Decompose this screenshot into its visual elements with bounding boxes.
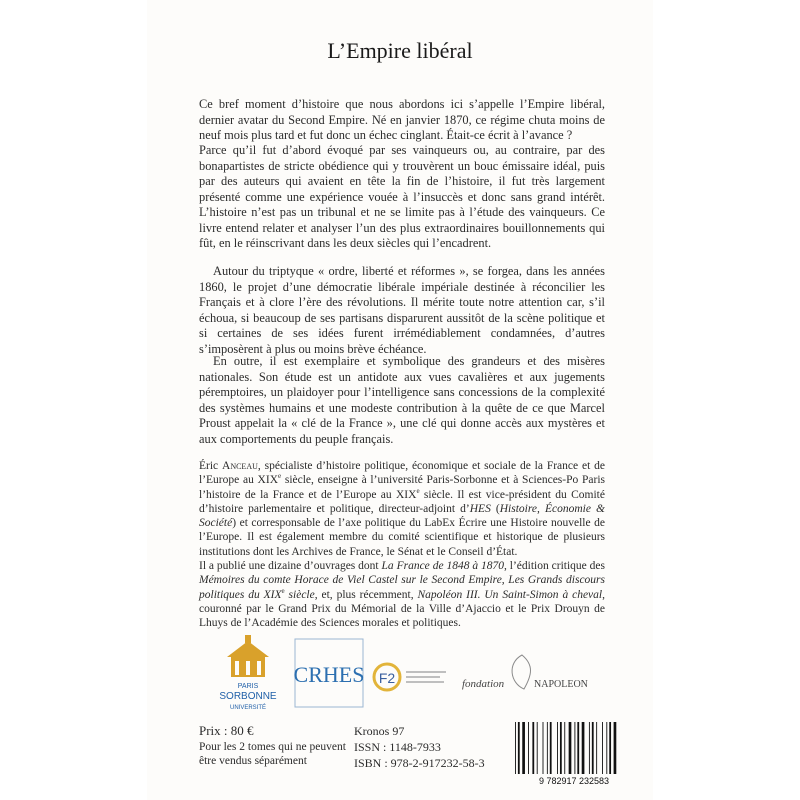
publication-info xyxy=(354,723,485,771)
bio-paragraph-1: Éric Anceau, spécialiste d’histoire politique, économique et sociale de la France et de l’Europe au XIXe siècle, enseigne à l’université Paris-Sorbonne et à Sciences-Po Paris l’histoire de la France et de l’Europe au XIXe siècle. Il est vice-président du Comité d’histoire parlementaire et politique, directeur-adjoint d’HES (Histoire, Économie & Société) et corresponsable de l’axe politique du LabEx Écrire une Histoire nouvelle de l’Europe. Il est également membre du comité scientifique et historique de plusieurs institutions dont les Archives de France, le Sénat et le Conseil d’État. xyxy=(199,460,605,558)
paragraph-3: Autour du triptyque « ordre, liberté et réformes », se forgea, dans les années 1860, le projet d’une démocratie libérale impériale destinée à réconcilier les Français et à clore l’ère des révolutions. Il mérite toute notre attention car, s’il échoua, si beaucoup de ses partisans disparurent aussitôt de la scène politique et si certaines de ses idées furent irrémédiablement condamnées, d’autres s’imposèrent à plus ou moins brève échéance. xyxy=(199,264,605,356)
issn: ISSN : 1148-7933 xyxy=(354,740,441,754)
sorbonne-text-2: SORBONNE xyxy=(219,691,277,702)
sorbonne-logo xyxy=(217,635,279,715)
f2-text: F2 xyxy=(378,670,396,686)
sorbonne-text-3: UNIVERSITÉ xyxy=(229,705,267,711)
isbn: ISBN : 978-2-917232-58-3 xyxy=(354,756,485,770)
logos-row xyxy=(147,630,653,710)
collection: Kronos 97 xyxy=(354,724,405,738)
page-title: L’Empire libéral xyxy=(327,38,473,63)
fondation-napoleon-logo xyxy=(462,645,602,705)
price-note: Pour les 2 tomes qui ne peuvent être vendus séparément xyxy=(199,741,346,767)
crhes-logo xyxy=(294,638,364,708)
napoleon-text: NAPOLEON xyxy=(534,679,588,690)
back-cover xyxy=(147,0,653,800)
paragraph-4: En outre, il est exemplaire et symbolique des grandeurs et des misères nationales. Son étude est un antidote aux vues cavalières et aux jugements péremptoires, un plaidoyer pour l’intelligence sans concessions de la complexité des systèmes humains et une modeste contribution à la quête de ce que Marcel Proust appelait la « clé de la France », une clé qui donne accès aux mystères et aux comportements du peuple français. xyxy=(199,354,605,446)
bio-paragraph-2: Il a publié une dizaine d’ouvrages dont La France de 1848 à 1870, l’édition critique des Mémoires du comte Horace de Viel Castel sur le Second Empire, Les Grands discours politiques du XIXe siècle, et, plus récemment, Napoléon III. Un Saint-Simon à cheval, couronné par le Grand Prix du Mémorial de la Ville d’Ajaccio et le Prix Drouyn de Lhuys de l’Académie des Sciences morales et politiques. xyxy=(199,560,605,630)
paragraph-2: Parce qu’il fut d’abord évoqué par ses vainqueurs ou, au contraire, par des bonapartistes de stricte obédience qui y trouvèrent un bouc émissaire idéal, puis par des auteurs qui avaient en tête la fin de l’histoire, il fut très largement présenté comme une expérience vouée à l’insuccès et donc sans grand intérêt. L’histoire n’est pas un tribunal et ne se limite pas à l’étude des vainqueurs. Ce livre entend relater et analyser l’un des plus extraordinaires bouillonnements qui fût, en le réinscrivant dans les deux siècles qui l’encadrent. xyxy=(199,143,605,250)
author-bio xyxy=(199,459,605,631)
barcode-bars xyxy=(515,722,616,774)
sorbonne-text-1: PARIS xyxy=(237,683,259,690)
crhes-text: CRHES xyxy=(294,662,364,687)
barcode-digits: 9 782917 232583 xyxy=(538,776,610,786)
f2-logo xyxy=(372,655,452,700)
barcode xyxy=(507,716,642,786)
fondation-text: fondation xyxy=(462,678,505,690)
price: Prix : 80 € xyxy=(199,723,254,738)
paragraph-1: Ce bref moment d’histoire que nous abordons ici s’appelle l’Empire libéral, dernier avatar du Second Empire. Né en janvier 1870, ce régime chuta moins de neuf mois plus tard et fut donc un échec cinglant. Était-ce écrit à l’avance ? xyxy=(199,97,605,142)
